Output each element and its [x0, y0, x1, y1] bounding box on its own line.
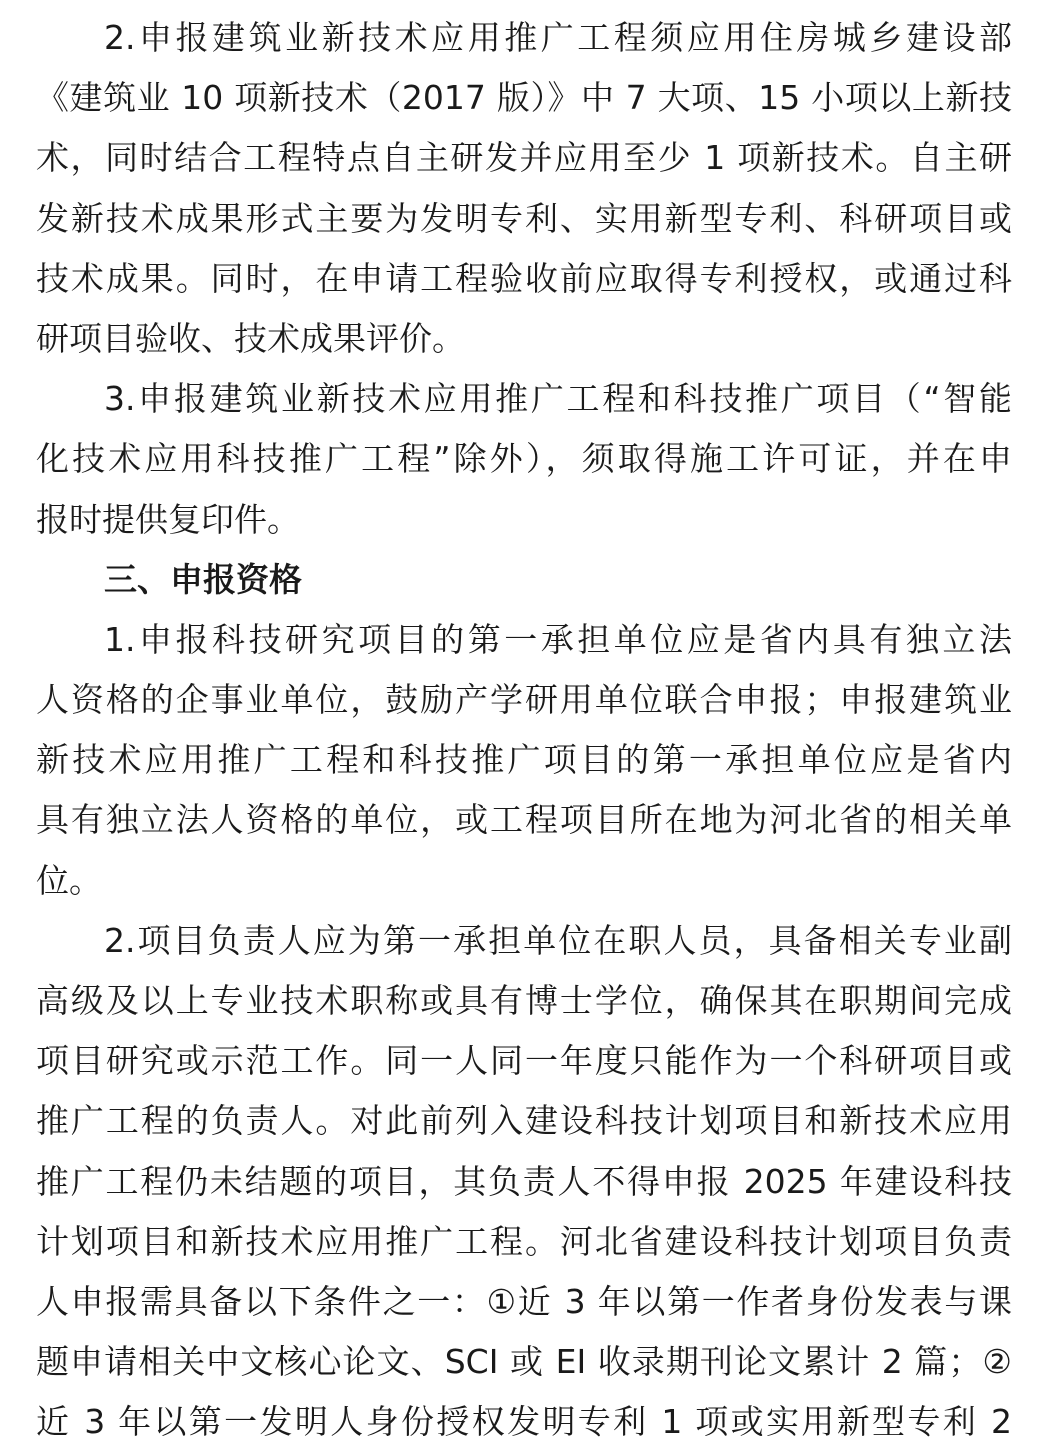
text-line: 推广工程的负责人。对此前列入建设科技计划项目和新技术应用 [36, 1101, 1012, 1141]
text-line: 推广工程仍未结题的项目，其负责人不得申报 2025 年建设科技 [36, 1161, 1012, 1201]
text-line: 题申请相关中文核心论文、SCI 或 EI 收录期刊论文累计 2 篇；② [36, 1342, 1012, 1382]
text-line: 人申报需具备以下条件之一：①近 3 年以第一作者身份发表与课 [36, 1281, 1012, 1321]
text-line: 3.申报建筑业新技术应用推广工程和科技推广项目（“智能 [104, 379, 1012, 419]
text-line: 化技术应用科技推广工程”除外），须取得施工许可证，并在申 [36, 439, 1012, 479]
text-line: 新技术应用推广工程和科技推广项目的第一承担单位应是省内 [36, 740, 1012, 780]
text-line: 发新技术成果形式主要为发明专利、实用新型专利、科研项目或 [36, 198, 1012, 238]
section-heading-qualification [36, 550, 1012, 610]
text-line: 位。 [36, 860, 102, 900]
paragraph-requirement-2 [36, 8, 1012, 369]
text-line: 近 3 年以第一发明人身份授权发明专利 1 项或实用新型专利 2 [36, 1402, 1012, 1442]
section-heading-text: 三、申报资格 [104, 559, 302, 599]
text-line: 计划项目和新技术应用推广工程。河北省建设科技计划项目负责 [36, 1221, 1012, 1261]
paragraph-qualification-2 [36, 911, 1012, 1453]
text-line: 人资格的企事业单位，鼓励产学研用单位联合申报；申报建筑业 [36, 680, 1012, 720]
text-line: 术，同时结合工程特点自主研发并应用至少 1 项新技术。自主研 [36, 138, 1012, 178]
text-line: 具有独立法人资格的单位，或工程项目所在地为河北省的相关单 [36, 800, 1012, 840]
text-line: 项目研究或示范工作。同一人同一年度只能作为一个科研项目或 [36, 1041, 1012, 1081]
text-line: 《建筑业 10 项新技术（2017 版）》中 7 大项、15 小项以上新技 [36, 78, 1012, 118]
text-line: 报时提供复印件。 [36, 499, 300, 539]
document-page [36, 8, 1012, 1453]
paragraph-requirement-3 [36, 369, 1012, 550]
text-line: 2.申报建筑业新技术应用推广工程须应用住房城乡建设部 [104, 18, 1012, 57]
text-line: 研项目验收、技术成果评价。 [36, 318, 465, 358]
text-line: 技术成果。同时，在申请工程验收前应取得专利授权，或通过科 [36, 258, 1012, 298]
text-line: 1.申报科技研究项目的第一承担单位应是省内具有独立法 [104, 619, 1012, 659]
text-line: 高级及以上专业技术职称或具有博士学位，确保其在职期间完成 [36, 981, 1012, 1020]
paragraph-qualification-1 [36, 610, 1012, 911]
text-line: 2.项目负责人应为第一承担单位在职人员，具备相关专业副 [104, 920, 1012, 960]
